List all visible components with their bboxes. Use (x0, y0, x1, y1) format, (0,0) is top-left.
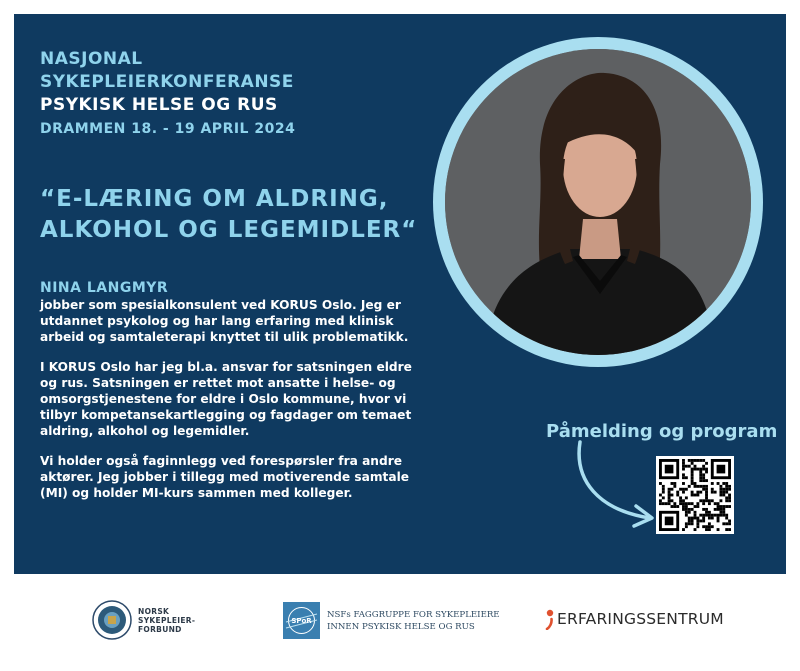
bio-paragraph-3: Vi holder også faginnlegg ved forespørsler fra andre aktører. Jeg jobber i tillegg med motiverende samtale (MI) og holder MI-kurs sammen med kolleger. (40, 453, 410, 501)
spor-text-line-2: INNEN PSYKISK HELSE OG RUS (327, 621, 475, 632)
talk-title-line-1: “E-LÆRING OM ALDRING, (40, 186, 389, 212)
conference-date: DRAMMEN 18. - 19 APRIL 2024 (40, 121, 296, 137)
spor-text-line-1: NSFs FAGGRUPPE FOR SYKEPLEIERE (327, 609, 500, 620)
nsf-text-line-1: NORSK (138, 606, 170, 616)
spor-logo (283, 602, 500, 639)
qr-code-icon (659, 459, 731, 531)
speaker-photo (445, 49, 751, 355)
speaker-name: NINA LANGMYR (40, 280, 169, 296)
bio-paragraph-1: jobber som spesialkonsulent ved KORUS Oslo. Jeg er utdannet psykolog og har lang erfaring med klinisk arbeid og samtaleterapi knyttet til ulik problematikk. (40, 298, 409, 345)
conference-line-3: PSYKISK HELSE OG RUS (40, 95, 278, 115)
conference-line-1: NASJONAL (40, 49, 143, 69)
registration-qr-code[interactable] (656, 456, 734, 534)
bio-paragraph-2: I KORUS Oslo har jeg bl.a. ansvar for satsningen eldre og rus. Satsningen er rettet mot ansatte i helse- og omsorgstjenestene for eldre i Oslo kommune, hvor vi tilbyr kompetansekartlegging og fagdager om temaet aldring, alkohol og legemidler. (40, 359, 412, 439)
conference-line-2: SYKEPLEIERKONFERANSE (40, 72, 294, 92)
conference-heading (40, 48, 295, 140)
nsf-logo-text (138, 607, 195, 634)
nsf-text-line-2: SYKEPLEIER- (138, 615, 196, 625)
nsf-text-line-3: FORBUND (138, 624, 182, 634)
spor-badge (283, 602, 320, 639)
erfaringssentrum-logo (545, 608, 724, 630)
spor-badge-icon (283, 602, 320, 639)
spor-badge-label: SPoR (291, 617, 312, 625)
erfaringssentrum-text: ERFARINGSSENTRUM (557, 610, 724, 628)
talk-title (40, 184, 417, 246)
erfaringssentrum-mark-icon (545, 608, 555, 630)
footer-logos (0, 574, 800, 671)
registration-label: Påmelding og program (546, 421, 778, 442)
talk-title-line-2: ALKOHOL OG LEGEMIDLER“ (40, 217, 418, 243)
speaker-portrait-illustration (445, 49, 751, 355)
speaker-bio (40, 280, 420, 501)
curved-arrow-icon (570, 440, 660, 530)
nsf-logo (92, 600, 195, 640)
spor-logo-text (327, 609, 500, 633)
nsf-emblem-icon (92, 600, 132, 640)
